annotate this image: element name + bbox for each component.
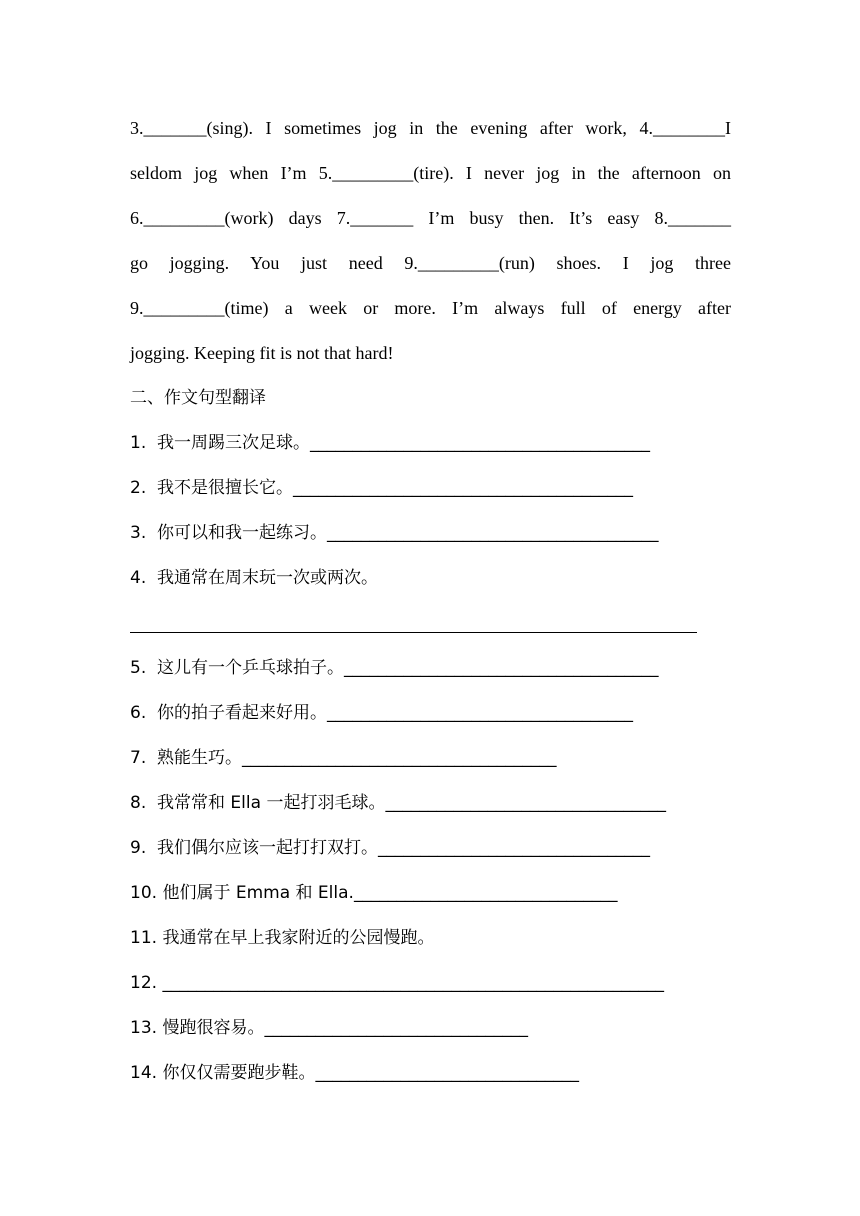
translation-item-14: 14. 你仅仅需要跑步鞋。_______________________________ xyxy=(130,1063,579,1083)
passage-line-3: 6._________(work) days 7._______ I’m busy then. It’s easy 8._______ xyxy=(130,208,731,228)
translation-item-10: 10. 他们属于 Emma 和 Ella._______________________________ xyxy=(130,883,618,903)
translation-item-2: 2. 我不是很擅长它。________________________________________ xyxy=(130,478,634,498)
translation-item-7: 7. 熟能生巧。_____________________________________ xyxy=(130,748,557,768)
passage-line-5: 9._________(time) a week or more. I’m always full of energy after xyxy=(130,298,731,318)
passage-line-1: 3._______(sing). I sometimes jog in the evening after work, 4.________I xyxy=(130,118,731,138)
translation-item-8: 8. 我常常和 Ella 一起打羽毛球。_________________________________ xyxy=(130,793,666,813)
translation-item-3: 3. 你可以和我一起练习。_______________________________________ xyxy=(130,523,659,543)
translation-item-6: 6. 你的拍子看起来好用。____________________________________ xyxy=(130,703,634,723)
translation-item-11: 11. 我通常在早上我家附近的公园慢跑。 xyxy=(130,928,435,948)
passage-line-4: go jogging. You just need 9._________(run) shoes. I jog three xyxy=(130,253,731,273)
translation-item-12: 12. ___________________________________________________________ xyxy=(130,973,664,993)
translation-item-9: 9. 我们偶尔应该一起打打双打。________________________________ xyxy=(130,838,651,858)
translation-item-5: 5. 这儿有一个乒乓球拍子。_____________________________________ xyxy=(130,658,659,678)
translation-item-13: 13. 慢跑很容易。_______________________________ xyxy=(130,1018,528,1038)
passage-line-2: seldom jog when I’m 5._________(tire). I never jog in the afternoon on xyxy=(130,163,731,183)
passage-line-6: jogging. Keeping fit is not that hard! xyxy=(130,343,394,363)
section-title: 二、作文句型翻译 xyxy=(130,388,266,408)
translation-item-1: 1. 我一周踢三次足球。________________________________________ xyxy=(130,433,651,453)
answer-line xyxy=(130,632,697,633)
translation-item-4: 4. 我通常在周末玩一次或两次。 xyxy=(130,568,379,588)
